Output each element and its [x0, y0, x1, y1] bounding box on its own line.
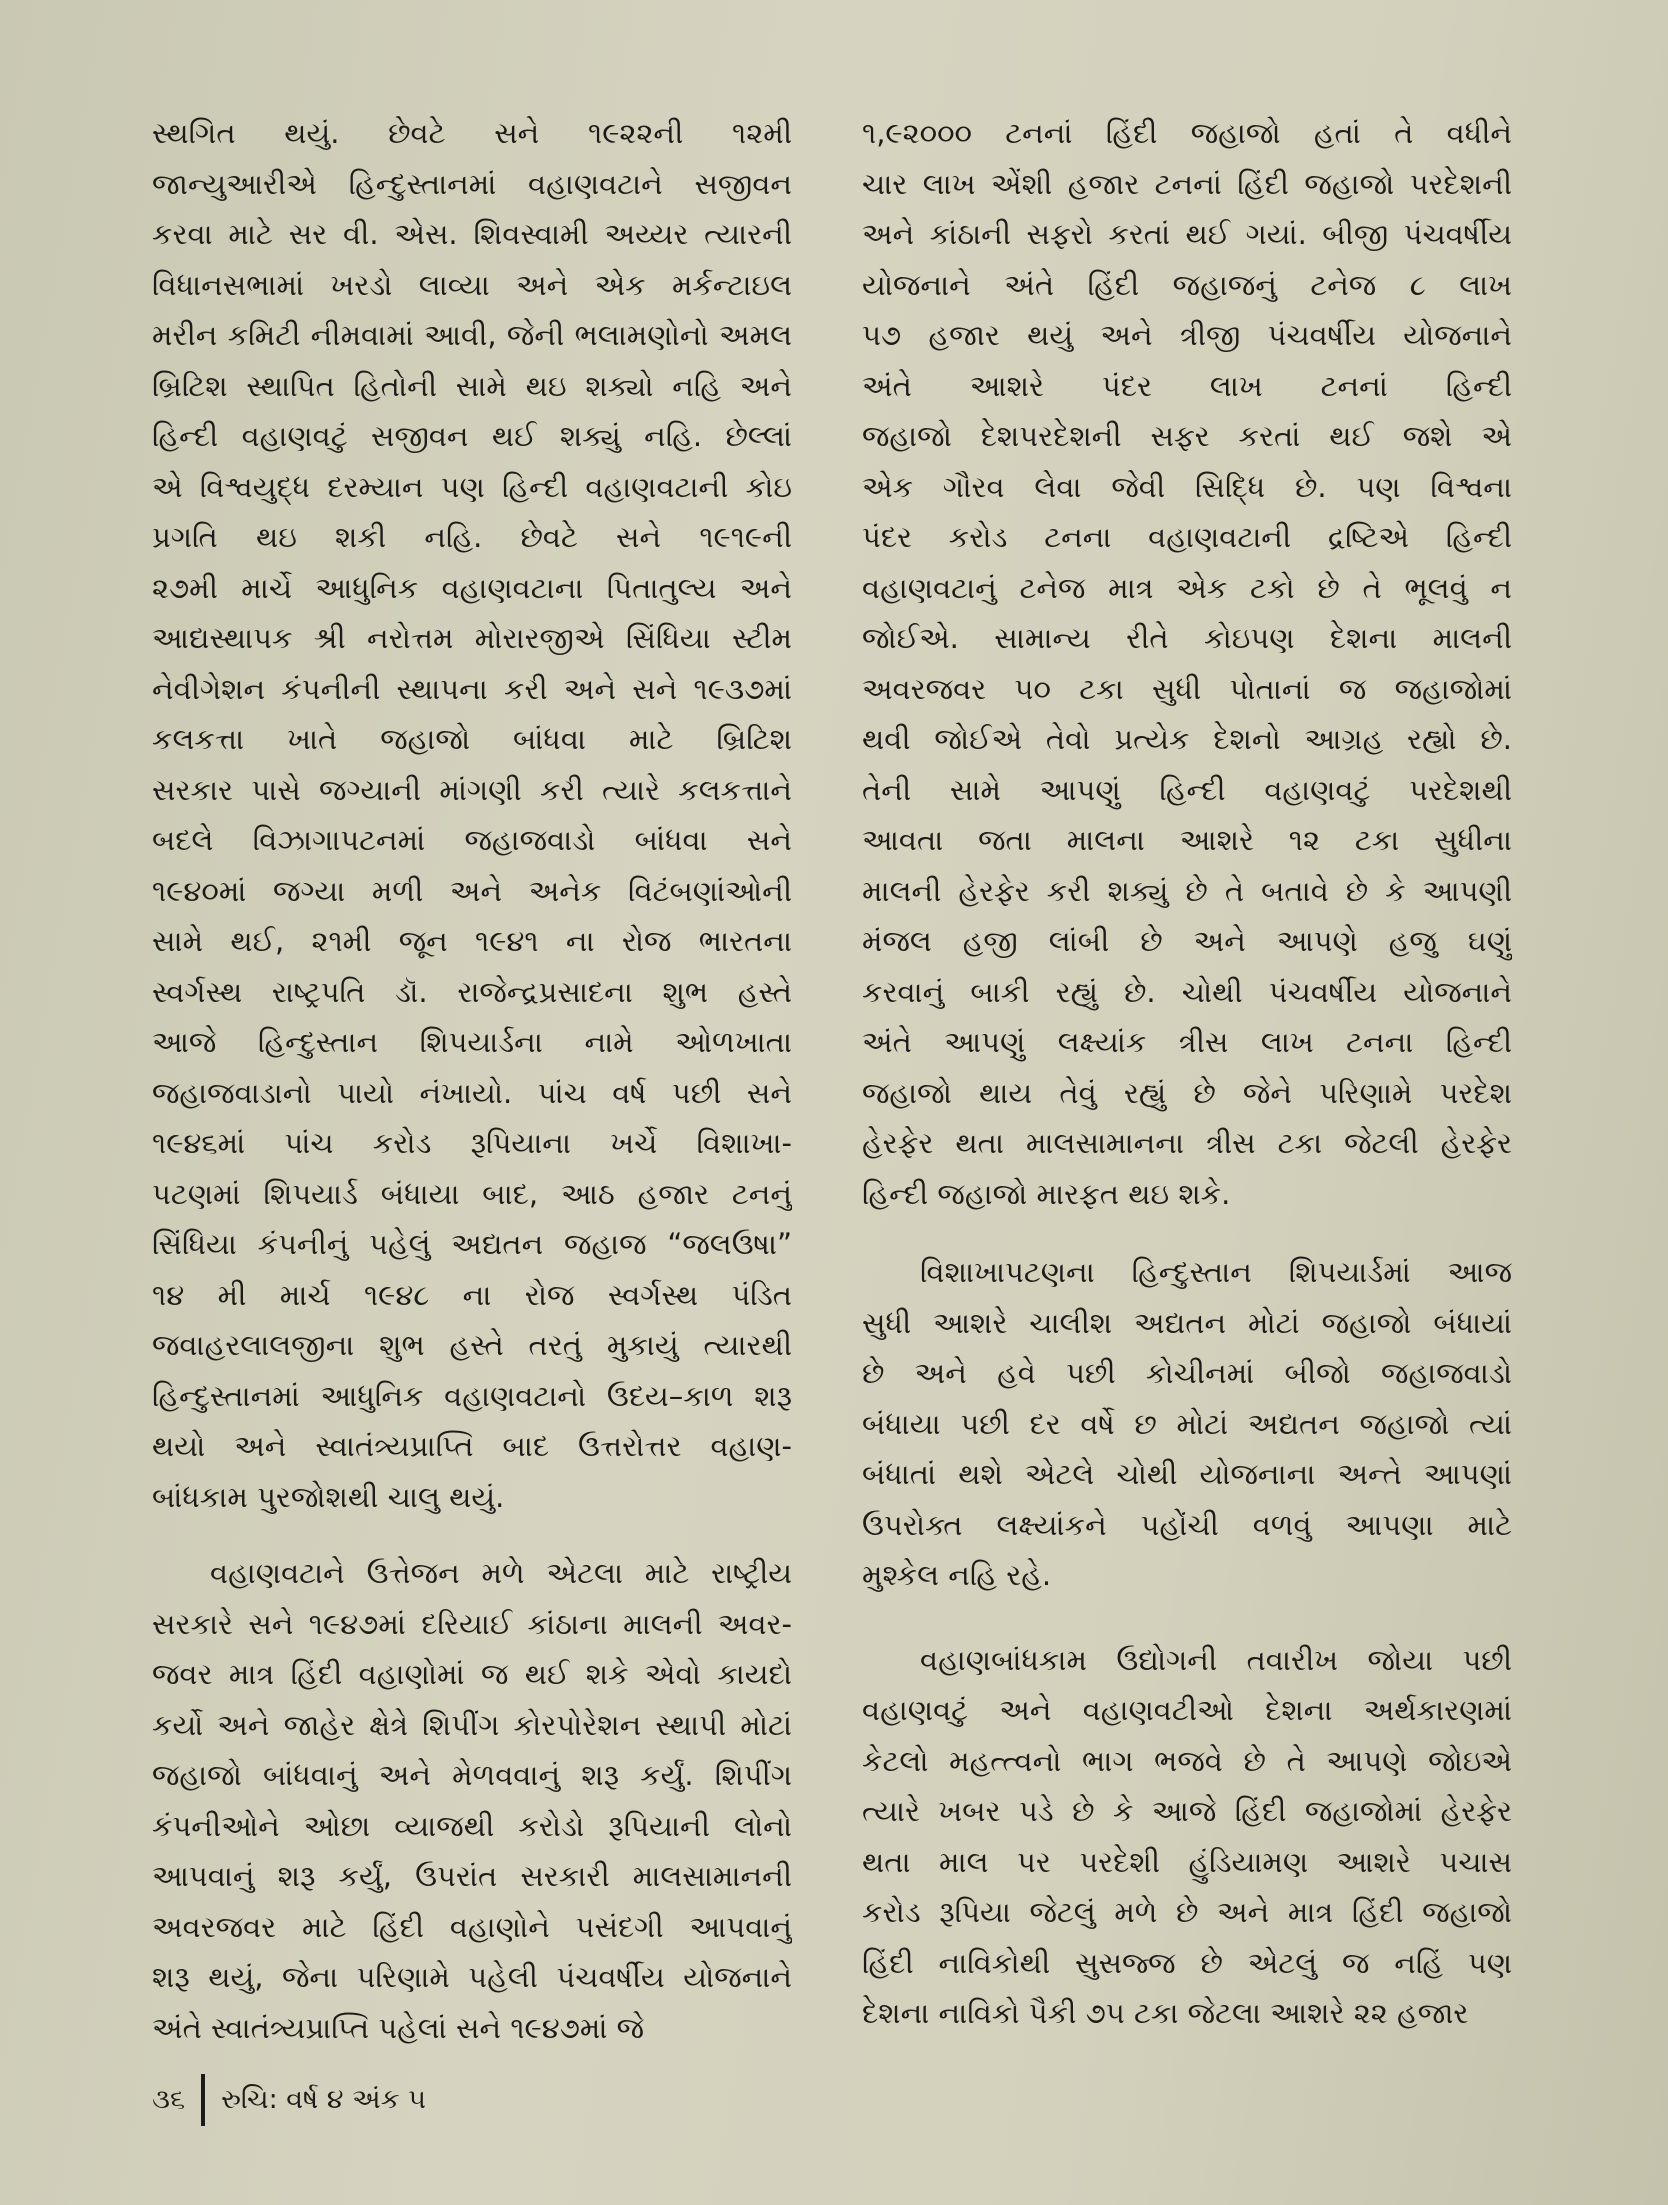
paragraph-gap: [862, 1601, 1512, 1635]
magazine-issue: રુચિ: વર્ષ ૪ અંક ૫: [221, 2084, 426, 2115]
footer-divider: [201, 2074, 205, 2126]
text-line: મંજલ હજી લાંબી છે અને આપણે હજુ ઘણું: [862, 924, 1512, 958]
text-line: માલની હેરફેર કરી શક્યું છે તે બતાવે છે કે આપણી: [862, 873, 1512, 908]
text-line: બંધાતાં થશે એટલે ચોથી યોજનાના અન્તે આપણાં: [862, 1457, 1512, 1491]
text-line: ૧,૯૨૦૦૦ ટનનાં હિંદી જહાજો હતાં તે વધીને: [862, 116, 1512, 150]
text-line: સ્વર્ગસ્થ રાષ્ટ્રપતિ ડૉ. રાજેન્દ્રપ્રસાદના શુભ હસ્તે: [152, 974, 792, 1009]
text-line: હિન્દી વહાણવટું સજીવન થઈ શક્યું નહિ. છેલ્લાં: [152, 419, 792, 453]
text-line: જોઈએ. સામાન્ય રીતે કોઇપણ દેશના માલની: [862, 621, 1512, 655]
text-line: આજે હિન્દુસ્તાન શિપયાર્ડના નામે ઓળખાતા: [152, 1025, 792, 1059]
text-line: થવી જોઈએ તેવો પ્રત્યેક દેશનો આગ્રહ રહ્યો છે.: [862, 722, 1512, 756]
text-line: પ્રગતિ થઇ શકી નહિ. છેવટે સને ૧૯૧૯ની: [152, 520, 792, 554]
text-line: આપવાનું શરૂ કર્યું, ઉપરાંત સરકારી માલસામાનની: [152, 1859, 792, 1893]
text-line: થતા માલ પર પરદેશી હુંડિયામણ આશરે પચાસ: [862, 1844, 1512, 1879]
text-line: કંપનીઓને ઓછા વ્યાજથી કરોડો રૂપિયાની લોનો: [152, 1808, 792, 1843]
text-line: અંતે સ્વાતંત્ર્યપ્રાપ્તિ પહેલાં સને ૧૯૪૭માં જે: [152, 2010, 645, 2045]
text-line: પંદર કરોડ ટનના વહાણવટાની દ્રષ્ટિએ હિન્દી: [862, 520, 1512, 554]
text-line: અવરજવર ૫૦ ટકા સુધી પોતાનાં જ જહાજોમાં: [862, 671, 1512, 706]
paragraph: [152, 1548, 792, 2053]
text-line: હિંદી નાવિકોથી સુસજ્જ છે એટલું જ નહિં પણ: [862, 1945, 1512, 1980]
text-line: બ્રિટિશ સ્થાપિત હિતોની સામે થઇ શક્યો નહિ અને: [152, 368, 792, 403]
text-line: સરકારે સને ૧૯૪૭માં દરિયાઈ કાંઠાના માલની અવર-: [152, 1606, 792, 1641]
text-line: વિધાનસભામાં ખરડો લાવ્યા અને એક મર્કન્ટાઇલ: [152, 267, 792, 302]
text-line: કર્યો અને જાહેર ક્ષેત્રે શિપીંગ કોરપોરેશન સ્થાપી મોટાં: [152, 1707, 792, 1742]
text-line: જહાજો થાય તેવું રહ્યું છે જેને પરિણામે પરદેશ: [862, 1075, 1512, 1110]
right-column: [862, 108, 1512, 2039]
text-line: તેની સામે આપણું હિન્દી વહાણવટું પરદેશથી: [862, 772, 1512, 807]
text-line: કરોડ રૂપિયા જેટલું મળે છે અને માત્ર હિંદી જહાજો: [862, 1895, 1512, 1929]
text-line: સુધી આશરે ચાલીશ અદ્યતન મોટાં જહાજો બંધાયાં: [862, 1305, 1512, 1340]
text-line: અંતે આશરે પંદર લાખ ટનનાં હિન્દી: [862, 368, 1512, 403]
text-line: દેશના નાવિકો પૈકી ૭૫ ટકા જેટલા આશરે ૨૨ હજાર: [862, 1996, 1469, 2030]
text-line: વહાણવટું અને વહાણવટીઓ દેશના અર્થકારણમાં: [862, 1693, 1512, 1727]
paragraph: [152, 108, 792, 1522]
left-column: [152, 108, 792, 2053]
text-line: થયો અને સ્વાતંત્ર્યપ્રાપ્તિ બાદ ઉત્તરોત્તર વહાણ-: [152, 1429, 792, 1463]
text-line: આદ્યસ્થાપક શ્રી નરોત્તમ મોરારજીએ સિંધિયા સ્ટીમ: [152, 621, 792, 655]
text-line: વિશાખાપટણના હિન્દુસ્તાન શિપયાર્ડમાં આજ: [920, 1255, 1512, 1289]
text-line: ૧૯૪૦માં જગ્યા મળી અને અનેક વિટંબણાંઓની: [152, 873, 792, 908]
text-line: છે અને હવે પછી કોચીનમાં બીજો જહાજવાડો: [862, 1356, 1512, 1390]
paragraph: [862, 1247, 1512, 1601]
text-line: કલકત્તા ખાતે જહાજો બાંધવા માટે બ્રિટિશ: [152, 722, 792, 756]
text-line: વહાણવટાનું ટનેજ માત્ર એક ટકો છે તે ભૂલવું ન: [862, 570, 1512, 605]
page-footer: [152, 2074, 426, 2126]
text-line: ચાર લાખ એંશી હજાર ટનનાં હિંદી જહાજો પરદેશની: [862, 166, 1512, 201]
text-line: બંધાયા પછી દર વર્ષે છ મોટાં અદ્યતન જહાજો ત્યાં: [862, 1406, 1512, 1441]
text-line: અને કાંઠાની સફરો કરતાં થઈ ગયાં. બીજી પંચવર્ષીય: [862, 217, 1512, 251]
paragraph: [862, 1635, 1512, 2039]
text-line: વહાણવટાને ઉત્તેજન મળે એટલા માટે રાષ્ટ્રીય: [210, 1556, 792, 1590]
text-line: ૧૪ મી માર્ચ ૧૯૪૮ ના રોજ સ્વર્ગસ્થ પંડિત: [152, 1277, 792, 1312]
text-line: જાન્યુઆરીએ હિન્દુસ્તાનમાં વહાણવટાને સજીવન: [152, 166, 792, 201]
text-line: જહાજો બાંધવાનું અને મેળવવાનું શરૂ કર્યું. શિપીંગ: [152, 1758, 792, 1792]
text-line: યોજનાને અંતે હિંદી જહાજનું ટનેજ ૮ લાખ: [862, 267, 1512, 302]
text-line: મરીન કમિટી નીમવામાં આવી, જેની ભલામણોનો અમલ: [152, 318, 792, 352]
text-line: જવાહરલાલજીના શુભ હસ્તે તરતું મુકાયું ત્યારથી: [152, 1328, 792, 1362]
text-line: મુશ્કેલ નહિ રહે.: [862, 1558, 1052, 1592]
text-line: ૨૭મી માર્ચે આધુનિક વહાણવટાના પિતાતુલ્ય અને: [152, 570, 792, 605]
text-line: સિંધિયા કંપનીનું પહેલું અદ્યતન જહાજ “જલઉષા”: [152, 1227, 792, 1261]
text-line: નેવીગેશન કંપનીની સ્થાપના કરી અને સને ૧૯૩૭માં: [152, 671, 792, 706]
text-line: વહાણબાંધકામ ઉદ્યોગની તવારીખ જોયા પછી: [920, 1642, 1512, 1677]
text-line: કરવા માટે સર વી. એસ. શિવસ્વામી અય્યર ત્યારની: [152, 217, 792, 251]
text-line: સરકાર પાસે જગ્યાની માંગણી કરી ત્યારે કલકત્તાને: [152, 772, 792, 807]
paragraph: [862, 108, 1512, 1219]
text-line: હિન્દુસ્તાનમાં આધુનિક વહાણવટાનો ઉદય–કાળ શરૂ: [152, 1378, 792, 1413]
text-line: અવરજવર માટે હિંદી વહાણોને પસંદગી આપવાનું: [152, 1909, 792, 1944]
paragraph-gap: [152, 1522, 792, 1548]
page-number: ૩૬: [152, 2084, 186, 2115]
text-line: બદલે વિઝાગાપટનમાં જહાજવાડો બાંધવા સને: [152, 823, 792, 857]
text-line: જહાજવાડાનો પાયો નંખાયો. પાંચ વર્ષ પછી સને: [152, 1075, 792, 1110]
text-line: કરવાનું બાકી રહ્યું છે. ચોથી પંચવર્ષીય યોજનાને: [862, 974, 1512, 1009]
text-line: જહાજો દેશપરદેશની સફર કરતાં થઈ જશે એ: [862, 419, 1512, 453]
text-line: એ વિશ્વયુદ્ધ દરમ્યાન પણ હિન્દી વહાણવટાની કોઇ: [152, 469, 792, 504]
text-line: પટણમાં શિપયાર્ડ બંધાયા બાદ, આઠ હજાર ટનનું: [152, 1176, 792, 1211]
text-line: કેટલો મહત્ત્વનો ભાગ ભજવે છે તે આપણે જોઇએ: [862, 1743, 1512, 1778]
text-line: ૫૭ હજાર થયું અને ત્રીજી પંચવર્ષીય યોજનાને: [862, 318, 1512, 352]
text-line: ઉપરોક્ત લક્ષ્યાંકને પહોંચી વળવું આપણા માટે: [862, 1507, 1512, 1542]
text-line: સામે થઈ, ૨૧મી જૂન ૧૯૪૧ ના રોજ ભારતના: [152, 924, 792, 958]
text-line: આવતા જતા માલના આશરે ૧૨ ટકા સુધીના: [862, 823, 1512, 857]
text-line: હેરફેર થતા માલસામાનના ત્રીસ ટકા જેટલી હેરફેર: [862, 1126, 1512, 1160]
text-line: જવર માત્ર હિંદી વહાણોમાં જ થઈ શકે એવો કાયદો: [152, 1657, 792, 1691]
text-line: શરૂ થયું, જેના પરિણામે પહેલી પંચવર્ષીય યોજનાને: [152, 1960, 792, 1994]
text-line: એક ગૌરવ લેવા જેવી સિદ્ધિ છે. પણ વિશ્વના: [862, 469, 1512, 504]
text-line: બાંધકામ પુરજોશથી ચાલુ થયું.: [152, 1479, 505, 1514]
text-line: સ્થગિત થયું. છેવટે સને ૧૯૨૨ની ૧૨મી: [152, 116, 792, 150]
text-line: ત્યારે ખબર પડે છે કે આજે હિંદી જહાજોમાં હેરફેર: [862, 1794, 1512, 1828]
text-line: ૧૯૪૬માં પાંચ કરોડ રૂપિયાના ખર્ચે વિશાખા-: [152, 1126, 792, 1160]
text-line: હિન્દી જહાજો મારફત થઇ શકે.: [862, 1176, 1231, 1211]
paragraph-gap: [862, 1219, 1512, 1247]
text-line: અંતે આપણું લક્ષ્યાંક ત્રીસ લાખ ટનના હિન્દી: [862, 1025, 1512, 1059]
